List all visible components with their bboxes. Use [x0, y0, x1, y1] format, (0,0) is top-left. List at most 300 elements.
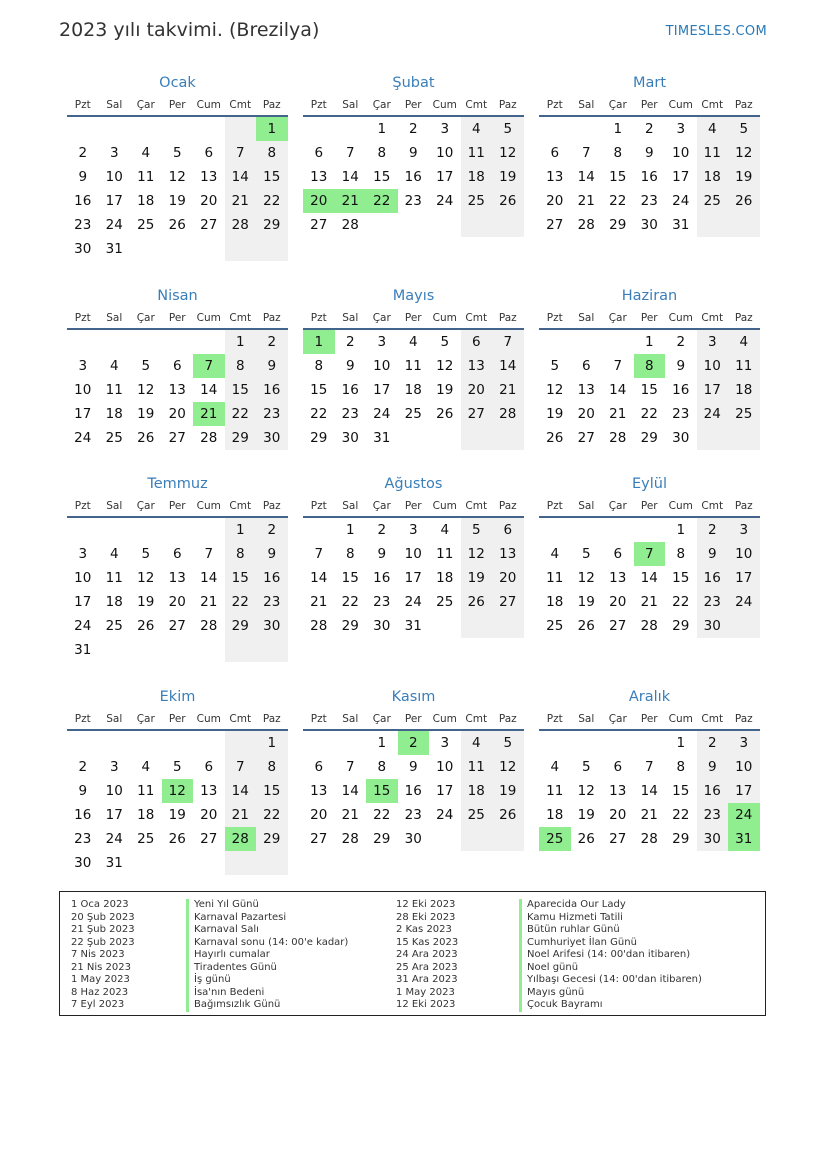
- day-cell[interactable]: 20: [609, 807, 627, 823]
- day-cell[interactable]: 24: [436, 193, 454, 209]
- day-cell[interactable]: 21: [310, 594, 328, 610]
- day-cell[interactable]: 7: [644, 759, 654, 775]
- day-cell[interactable]: 24: [728, 590, 760, 614]
- day-cell[interactable]: 26: [461, 590, 493, 614]
- day-cell[interactable]: 23: [373, 594, 391, 610]
- day-cell[interactable]: 7: [225, 141, 257, 165]
- day-cell[interactable]: 30: [256, 426, 288, 450]
- day-cell[interactable]: 5: [492, 731, 524, 755]
- day-cell[interactable]: 25: [728, 402, 760, 426]
- day-cell[interactable]: 29: [609, 217, 627, 233]
- day-cell[interactable]: 25: [546, 618, 564, 634]
- day-cell[interactable]: 27: [200, 831, 218, 847]
- day-cell[interactable]: 24: [105, 831, 123, 847]
- holiday-day-cell[interactable]: 7: [193, 354, 225, 378]
- day-cell[interactable]: 13: [200, 169, 218, 185]
- day-cell[interactable]: 5: [172, 759, 182, 775]
- day-cell[interactable]: 10: [697, 354, 729, 378]
- day-cell[interactable]: 20: [546, 193, 564, 209]
- day-cell[interactable]: 26: [577, 831, 595, 847]
- day-cell[interactable]: 8: [256, 141, 288, 165]
- day-cell[interactable]: 18: [105, 594, 123, 610]
- day-cell[interactable]: 20: [200, 807, 218, 823]
- day-cell[interactable]: 19: [728, 165, 760, 189]
- day-cell[interactable]: 13: [310, 783, 328, 799]
- day-cell[interactable]: 10: [436, 759, 454, 775]
- day-cell[interactable]: 2: [345, 334, 355, 350]
- day-cell[interactable]: 17: [74, 406, 92, 422]
- day-cell[interactable]: 19: [137, 594, 155, 610]
- day-cell[interactable]: 31: [672, 217, 690, 233]
- day-cell[interactable]: 16: [256, 566, 288, 590]
- day-cell[interactable]: 15: [609, 169, 627, 185]
- day-cell[interactable]: 22: [341, 594, 359, 610]
- day-cell[interactable]: 27: [168, 618, 186, 634]
- day-cell[interactable]: 20: [310, 807, 328, 823]
- day-cell[interactable]: 30: [640, 217, 658, 233]
- day-cell[interactable]: 17: [105, 193, 123, 209]
- day-cell[interactable]: 23: [341, 406, 359, 422]
- day-cell[interactable]: 5: [440, 334, 450, 350]
- day-cell[interactable]: 25: [697, 189, 729, 213]
- day-cell[interactable]: 8: [345, 546, 355, 562]
- day-cell[interactable]: 9: [697, 542, 729, 566]
- day-cell[interactable]: 9: [408, 759, 418, 775]
- day-cell[interactable]: 8: [225, 354, 257, 378]
- day-cell[interactable]: 6: [613, 759, 623, 775]
- day-cell[interactable]: 29: [640, 430, 658, 446]
- day-cell[interactable]: 12: [492, 141, 524, 165]
- day-cell[interactable]: 5: [172, 145, 182, 161]
- day-cell[interactable]: 2: [644, 121, 654, 137]
- day-cell[interactable]: 11: [404, 358, 422, 374]
- day-cell[interactable]: 21: [640, 807, 658, 823]
- day-cell[interactable]: 24: [74, 618, 92, 634]
- day-cell[interactable]: 24: [404, 594, 422, 610]
- day-cell[interactable]: 17: [373, 382, 391, 398]
- day-cell[interactable]: 11: [728, 354, 760, 378]
- day-cell[interactable]: 21: [341, 807, 359, 823]
- day-cell[interactable]: 9: [345, 358, 355, 374]
- day-cell[interactable]: 29: [256, 827, 288, 851]
- day-cell[interactable]: 29: [672, 618, 690, 634]
- day-cell[interactable]: 6: [314, 145, 324, 161]
- day-cell[interactable]: 7: [345, 759, 355, 775]
- day-cell[interactable]: 10: [728, 755, 760, 779]
- day-cell[interactable]: 1: [377, 121, 387, 137]
- day-cell[interactable]: 1: [676, 735, 686, 751]
- day-cell[interactable]: 25: [137, 831, 155, 847]
- day-cell[interactable]: 14: [640, 783, 658, 799]
- day-cell[interactable]: 17: [74, 594, 92, 610]
- day-cell[interactable]: 19: [577, 594, 595, 610]
- day-cell[interactable]: 31: [404, 618, 422, 634]
- day-cell[interactable]: 17: [697, 378, 729, 402]
- day-cell[interactable]: 21: [640, 594, 658, 610]
- day-cell[interactable]: 21: [225, 189, 257, 213]
- day-cell[interactable]: 3: [78, 358, 88, 374]
- day-cell[interactable]: 19: [168, 193, 186, 209]
- day-cell[interactable]: 20: [461, 378, 493, 402]
- day-cell[interactable]: 30: [74, 855, 92, 871]
- day-cell[interactable]: 4: [440, 522, 450, 538]
- day-cell[interactable]: 24: [105, 217, 123, 233]
- day-cell[interactable]: 28: [640, 831, 658, 847]
- day-cell[interactable]: 11: [436, 546, 454, 562]
- day-cell[interactable]: 8: [314, 358, 324, 374]
- day-cell[interactable]: 9: [408, 145, 418, 161]
- day-cell[interactable]: 20: [168, 406, 186, 422]
- day-cell[interactable]: 8: [613, 145, 623, 161]
- day-cell[interactable]: 26: [546, 430, 564, 446]
- day-cell[interactable]: 6: [314, 759, 324, 775]
- holiday-day-cell[interactable]: 22: [366, 189, 398, 213]
- day-cell[interactable]: 9: [644, 145, 654, 161]
- day-cell[interactable]: 14: [341, 783, 359, 799]
- day-cell[interactable]: 19: [577, 807, 595, 823]
- day-cell[interactable]: 16: [404, 169, 422, 185]
- day-cell[interactable]: 3: [728, 518, 760, 542]
- day-cell[interactable]: 7: [225, 755, 257, 779]
- day-cell[interactable]: 14: [577, 169, 595, 185]
- day-cell[interactable]: 12: [577, 570, 595, 586]
- day-cell[interactable]: 24: [373, 406, 391, 422]
- day-cell[interactable]: 13: [200, 783, 218, 799]
- day-cell[interactable]: 15: [256, 779, 288, 803]
- day-cell[interactable]: 17: [404, 570, 422, 586]
- day-cell[interactable]: 18: [105, 406, 123, 422]
- day-cell[interactable]: 26: [137, 618, 155, 634]
- day-cell[interactable]: 25: [404, 406, 422, 422]
- day-cell[interactable]: 5: [581, 759, 591, 775]
- day-cell[interactable]: 12: [137, 382, 155, 398]
- day-cell[interactable]: 16: [256, 378, 288, 402]
- day-cell[interactable]: 4: [461, 731, 493, 755]
- day-cell[interactable]: 15: [310, 382, 328, 398]
- day-cell[interactable]: 23: [640, 193, 658, 209]
- day-cell[interactable]: 3: [728, 731, 760, 755]
- day-cell[interactable]: 12: [461, 542, 493, 566]
- day-cell[interactable]: 9: [697, 755, 729, 779]
- day-cell[interactable]: 2: [78, 145, 88, 161]
- day-cell[interactable]: 12: [546, 382, 564, 398]
- day-cell[interactable]: 21: [225, 803, 257, 827]
- day-cell[interactable]: 1: [613, 121, 623, 137]
- day-cell[interactable]: 13: [577, 382, 595, 398]
- day-cell[interactable]: 6: [492, 518, 524, 542]
- day-cell[interactable]: 9: [78, 169, 88, 185]
- day-cell[interactable]: 13: [546, 169, 564, 185]
- day-cell[interactable]: 15: [256, 165, 288, 189]
- day-cell[interactable]: 6: [172, 358, 182, 374]
- day-cell[interactable]: 30: [341, 430, 359, 446]
- day-cell[interactable]: 3: [109, 145, 119, 161]
- day-cell[interactable]: 4: [141, 759, 151, 775]
- day-cell[interactable]: 11: [546, 570, 564, 586]
- day-cell[interactable]: 27: [609, 831, 627, 847]
- day-cell[interactable]: 22: [256, 189, 288, 213]
- day-cell[interactable]: 21: [609, 406, 627, 422]
- day-cell[interactable]: 14: [310, 570, 328, 586]
- day-cell[interactable]: 2: [408, 121, 418, 137]
- day-cell[interactable]: 2: [697, 518, 729, 542]
- day-cell[interactable]: 8: [377, 759, 387, 775]
- holiday-day-cell[interactable]: 2: [398, 731, 430, 755]
- day-cell[interactable]: 28: [640, 618, 658, 634]
- holiday-day-cell[interactable]: 20: [303, 189, 335, 213]
- day-cell[interactable]: 4: [550, 546, 560, 562]
- day-cell[interactable]: 1: [225, 330, 257, 354]
- day-cell[interactable]: 6: [550, 145, 560, 161]
- day-cell[interactable]: 28: [200, 430, 218, 446]
- day-cell[interactable]: 18: [546, 807, 564, 823]
- day-cell[interactable]: 22: [609, 193, 627, 209]
- day-cell[interactable]: 22: [225, 590, 257, 614]
- day-cell[interactable]: 13: [609, 570, 627, 586]
- day-cell[interactable]: 3: [440, 121, 450, 137]
- day-cell[interactable]: 18: [404, 382, 422, 398]
- day-cell[interactable]: 31: [105, 241, 123, 257]
- day-cell[interactable]: 17: [436, 169, 454, 185]
- holiday-day-cell[interactable]: 7: [634, 542, 666, 566]
- day-cell[interactable]: 11: [461, 755, 493, 779]
- day-cell[interactable]: 16: [672, 382, 690, 398]
- holiday-day-cell[interactable]: 15: [366, 779, 398, 803]
- day-cell[interactable]: 3: [697, 330, 729, 354]
- day-cell[interactable]: 29: [225, 614, 257, 638]
- day-cell[interactable]: 4: [697, 117, 729, 141]
- day-cell[interactable]: 30: [256, 614, 288, 638]
- day-cell[interactable]: 1: [225, 518, 257, 542]
- day-cell[interactable]: 27: [492, 590, 524, 614]
- day-cell[interactable]: 29: [310, 430, 328, 446]
- day-cell[interactable]: 14: [640, 570, 658, 586]
- day-cell[interactable]: 28: [341, 831, 359, 847]
- day-cell[interactable]: 23: [672, 406, 690, 422]
- day-cell[interactable]: 30: [697, 614, 729, 638]
- day-cell[interactable]: 6: [613, 546, 623, 562]
- day-cell[interactable]: 7: [581, 145, 591, 161]
- day-cell[interactable]: 14: [341, 169, 359, 185]
- day-cell[interactable]: 28: [609, 430, 627, 446]
- day-cell[interactable]: 11: [105, 382, 123, 398]
- day-cell[interactable]: 5: [492, 117, 524, 141]
- day-cell[interactable]: 11: [137, 783, 155, 799]
- day-cell[interactable]: 22: [672, 807, 690, 823]
- holiday-day-cell[interactable]: 28: [225, 827, 257, 851]
- day-cell[interactable]: 20: [577, 406, 595, 422]
- day-cell[interactable]: 8: [256, 755, 288, 779]
- day-cell[interactable]: 21: [492, 378, 524, 402]
- day-cell[interactable]: 25: [105, 430, 123, 446]
- day-cell[interactable]: 31: [105, 855, 123, 871]
- day-cell[interactable]: 27: [310, 217, 328, 233]
- day-cell[interactable]: 22: [373, 807, 391, 823]
- day-cell[interactable]: 16: [341, 382, 359, 398]
- day-cell[interactable]: 5: [728, 117, 760, 141]
- day-cell[interactable]: 18: [461, 165, 493, 189]
- day-cell[interactable]: 22: [310, 406, 328, 422]
- day-cell[interactable]: 17: [728, 779, 760, 803]
- day-cell[interactable]: 11: [697, 141, 729, 165]
- day-cell[interactable]: 27: [310, 831, 328, 847]
- day-cell[interactable]: 2: [377, 522, 387, 538]
- day-cell[interactable]: 16: [404, 783, 422, 799]
- day-cell[interactable]: 29: [341, 618, 359, 634]
- day-cell[interactable]: 4: [550, 759, 560, 775]
- day-cell[interactable]: 21: [200, 594, 218, 610]
- day-cell[interactable]: 22: [256, 803, 288, 827]
- day-cell[interactable]: 4: [461, 117, 493, 141]
- day-cell[interactable]: 26: [168, 831, 186, 847]
- day-cell[interactable]: 5: [141, 546, 151, 562]
- day-cell[interactable]: 30: [373, 618, 391, 634]
- day-cell[interactable]: 9: [377, 546, 387, 562]
- day-cell[interactable]: 30: [74, 241, 92, 257]
- day-cell[interactable]: 3: [377, 334, 387, 350]
- day-cell[interactable]: 10: [728, 542, 760, 566]
- day-cell[interactable]: 17: [436, 783, 454, 799]
- day-cell[interactable]: 26: [492, 189, 524, 213]
- day-cell[interactable]: 26: [168, 217, 186, 233]
- day-cell[interactable]: 5: [581, 546, 591, 562]
- day-cell[interactable]: 7: [314, 546, 324, 562]
- day-cell[interactable]: 26: [577, 618, 595, 634]
- day-cell[interactable]: 23: [256, 402, 288, 426]
- day-cell[interactable]: 9: [256, 542, 288, 566]
- day-cell[interactable]: 26: [492, 803, 524, 827]
- day-cell[interactable]: 25: [137, 217, 155, 233]
- day-cell[interactable]: 3: [109, 759, 119, 775]
- day-cell[interactable]: 22: [672, 594, 690, 610]
- day-cell[interactable]: 12: [728, 141, 760, 165]
- day-cell[interactable]: 28: [225, 213, 257, 237]
- day-cell[interactable]: 3: [78, 546, 88, 562]
- day-cell[interactable]: 31: [373, 430, 391, 446]
- day-cell[interactable]: 15: [225, 566, 257, 590]
- day-cell[interactable]: 29: [672, 831, 690, 847]
- day-cell[interactable]: 11: [461, 141, 493, 165]
- day-cell[interactable]: 7: [345, 145, 355, 161]
- day-cell[interactable]: 10: [436, 145, 454, 161]
- day-cell[interactable]: 18: [137, 807, 155, 823]
- day-cell[interactable]: 19: [492, 165, 524, 189]
- day-cell[interactable]: 25: [461, 189, 493, 213]
- day-cell[interactable]: 13: [609, 783, 627, 799]
- day-cell[interactable]: 16: [640, 169, 658, 185]
- day-cell[interactable]: 26: [436, 406, 454, 422]
- day-cell[interactable]: 6: [204, 145, 214, 161]
- day-cell[interactable]: 2: [256, 330, 288, 354]
- site-link[interactable]: TIMESLES.COM: [665, 24, 767, 39]
- day-cell[interactable]: 27: [546, 217, 564, 233]
- day-cell[interactable]: 26: [728, 189, 760, 213]
- day-cell[interactable]: 6: [461, 330, 493, 354]
- day-cell[interactable]: 2: [697, 731, 729, 755]
- day-cell[interactable]: 27: [200, 217, 218, 233]
- day-cell[interactable]: 20: [168, 594, 186, 610]
- day-cell[interactable]: 30: [404, 831, 422, 847]
- day-cell[interactable]: 13: [461, 354, 493, 378]
- day-cell[interactable]: 10: [373, 358, 391, 374]
- day-cell[interactable]: 23: [404, 807, 422, 823]
- day-cell[interactable]: 10: [74, 382, 92, 398]
- holiday-day-cell[interactable]: 1: [256, 117, 288, 141]
- day-cell[interactable]: 19: [137, 406, 155, 422]
- day-cell[interactable]: 19: [436, 382, 454, 398]
- day-cell[interactable]: 29: [373, 831, 391, 847]
- day-cell[interactable]: 17: [105, 807, 123, 823]
- day-cell[interactable]: 18: [697, 165, 729, 189]
- holiday-day-cell[interactable]: 21: [193, 402, 225, 426]
- day-cell[interactable]: 20: [609, 594, 627, 610]
- day-cell[interactable]: 4: [408, 334, 418, 350]
- day-cell[interactable]: 8: [676, 546, 686, 562]
- day-cell[interactable]: 27: [609, 618, 627, 634]
- day-cell[interactable]: 17: [728, 566, 760, 590]
- day-cell[interactable]: 2: [676, 334, 686, 350]
- day-cell[interactable]: 12: [137, 570, 155, 586]
- day-cell[interactable]: 27: [168, 430, 186, 446]
- day-cell[interactable]: 12: [577, 783, 595, 799]
- day-cell[interactable]: 14: [609, 382, 627, 398]
- day-cell[interactable]: 11: [105, 570, 123, 586]
- day-cell[interactable]: 14: [225, 165, 257, 189]
- day-cell[interactable]: 5: [141, 358, 151, 374]
- day-cell[interactable]: 9: [78, 783, 88, 799]
- day-cell[interactable]: 28: [492, 402, 524, 426]
- day-cell[interactable]: 16: [74, 193, 92, 209]
- day-cell[interactable]: 17: [672, 169, 690, 185]
- day-cell[interactable]: 19: [492, 779, 524, 803]
- day-cell[interactable]: 18: [728, 378, 760, 402]
- day-cell[interactable]: 16: [697, 779, 729, 803]
- day-cell[interactable]: 13: [310, 169, 328, 185]
- day-cell[interactable]: 29: [225, 426, 257, 450]
- day-cell[interactable]: 15: [225, 378, 257, 402]
- day-cell[interactable]: 28: [577, 217, 595, 233]
- day-cell[interactable]: 15: [341, 570, 359, 586]
- day-cell[interactable]: 7: [492, 330, 524, 354]
- holiday-day-cell[interactable]: 24: [728, 803, 760, 827]
- day-cell[interactable]: 15: [640, 382, 658, 398]
- day-cell[interactable]: 11: [137, 169, 155, 185]
- day-cell[interactable]: 15: [672, 783, 690, 799]
- day-cell[interactable]: 24: [697, 402, 729, 426]
- day-cell[interactable]: 4: [109, 546, 119, 562]
- day-cell[interactable]: 27: [577, 430, 595, 446]
- day-cell[interactable]: 14: [200, 570, 218, 586]
- day-cell[interactable]: 6: [172, 546, 182, 562]
- day-cell[interactable]: 30: [672, 430, 690, 446]
- day-cell[interactable]: 19: [461, 566, 493, 590]
- day-cell[interactable]: 20: [200, 193, 218, 209]
- day-cell[interactable]: 10: [404, 546, 422, 562]
- day-cell[interactable]: 15: [373, 169, 391, 185]
- day-cell[interactable]: 22: [640, 406, 658, 422]
- day-cell[interactable]: 3: [408, 522, 418, 538]
- day-cell[interactable]: 2: [256, 518, 288, 542]
- day-cell[interactable]: 23: [404, 193, 422, 209]
- day-cell[interactable]: 27: [461, 402, 493, 426]
- day-cell[interactable]: 12: [492, 755, 524, 779]
- day-cell[interactable]: 25: [105, 618, 123, 634]
- day-cell[interactable]: 1: [345, 522, 355, 538]
- day-cell[interactable]: 16: [373, 570, 391, 586]
- day-cell[interactable]: 28: [200, 618, 218, 634]
- day-cell[interactable]: 23: [256, 590, 288, 614]
- day-cell[interactable]: 3: [676, 121, 686, 137]
